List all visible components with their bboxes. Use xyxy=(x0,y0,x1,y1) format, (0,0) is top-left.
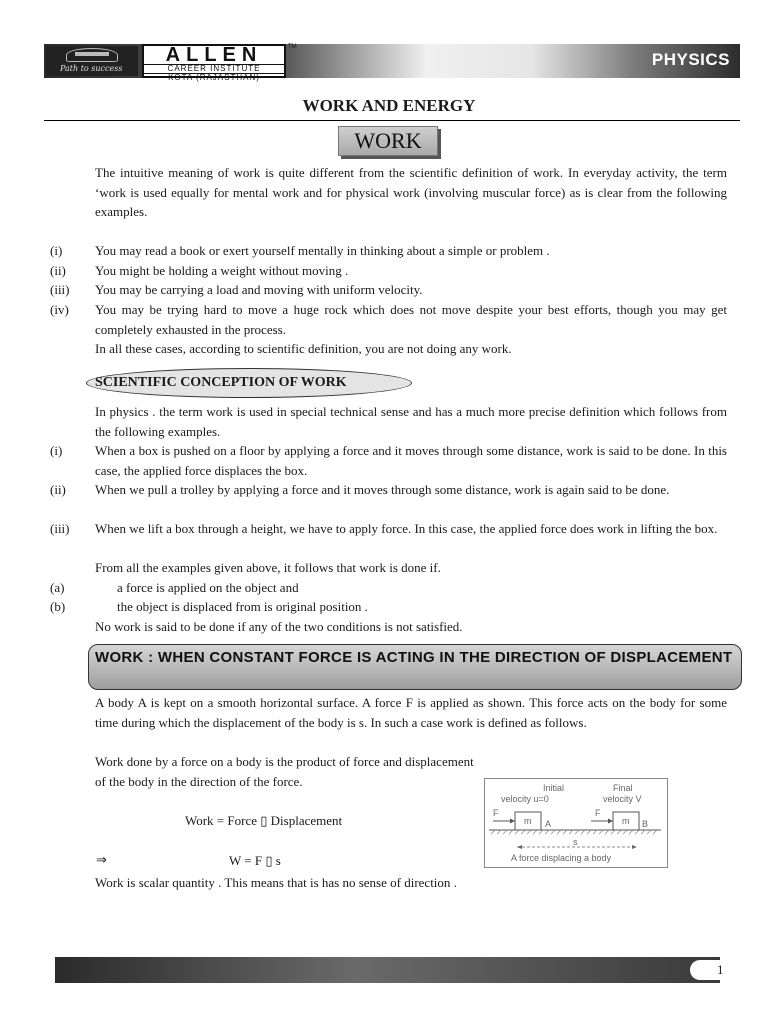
logo-brand: ALLEN xyxy=(165,44,263,66)
sci-intro: In physics . the term work is used in special technical sense and has a much more precise definition which follows from the following examples. xyxy=(95,404,727,439)
allen-logo xyxy=(142,44,286,82)
condition-text: the object is displaced from is original position . xyxy=(117,599,368,614)
implies-symbol: ⇒ xyxy=(96,853,107,868)
sci-example-text: When we pull a trolley by applying a force and it moves through some distance, work is again said to be done. xyxy=(95,482,670,497)
arrowhead-icon xyxy=(608,819,613,824)
example-marker: (iii) xyxy=(50,282,70,297)
example-text: You may read a book or exert yourself mentally in thinking about a simple or problem . xyxy=(95,243,550,258)
trademark-mark: TM xyxy=(288,44,297,50)
label-point-b: B xyxy=(642,819,649,829)
label-force-b: F xyxy=(595,808,601,818)
scalar-note: Work is scalar quantity . This means that is has no sense of direction . xyxy=(95,875,457,890)
institute-emblem xyxy=(46,46,138,76)
section-heading-constant-force: WORK : WHEN CONSTANT FORCE IS ACTING IN THE DIRECTION OF DISPLACEMENT xyxy=(88,644,742,690)
work-definition-paragraph xyxy=(95,752,475,791)
example-marker: (ii) xyxy=(50,263,66,278)
examples-conclusion: In all these cases, according to scientific definition, you are not doing any work. xyxy=(95,341,512,356)
arrowhead-icon xyxy=(510,819,515,824)
label-mass-b: m xyxy=(622,816,630,826)
work-definition-text: Work done by a force on a body is the product of force and displacement of the body in the direction of the force. xyxy=(95,754,474,789)
label-initial: Initial xyxy=(543,783,565,793)
label-displacement: s xyxy=(573,837,578,847)
footer-band xyxy=(55,957,720,983)
label-final-velocity: velocity V xyxy=(603,794,642,804)
formula-work-force-displacement: Work = Force ▯ Displacement xyxy=(185,813,343,828)
sci-example-marker: (ii) xyxy=(50,482,66,497)
label-mass-a: m xyxy=(524,816,532,826)
condition-marker: (b) xyxy=(50,599,66,614)
page-number: 1 xyxy=(717,962,724,977)
page-number-pill xyxy=(690,960,740,980)
constant-force-paragraph: A body A is kept on a smooth horizontal surface. A force F is applied as shown. This force acts on the body for some time during which the displacement of the body is s. In such a case work is defined as follows. xyxy=(95,695,727,730)
force-displacement-figure xyxy=(484,778,668,868)
condition-text: a force is applied on the object and xyxy=(117,580,299,595)
section-heading-scientific: SCIENTIFIC CONCEPTION OF WORK xyxy=(86,368,412,398)
sci-example-text: When we lift a box through a height, we have to apply force. In this case, the applied force does work in lifting the box. xyxy=(95,521,718,536)
ground-hatching xyxy=(491,830,657,834)
emblem-tagline: Path to success xyxy=(60,64,123,73)
arrowhead-icon xyxy=(517,845,522,849)
sci-example-marker: (iii) xyxy=(50,521,70,536)
label-force-a: F xyxy=(493,808,499,818)
label-initial-velocity: velocity u=0 xyxy=(501,794,549,804)
arrowhead-icon xyxy=(632,845,637,849)
condition-marker: (a) xyxy=(50,580,65,595)
intro-paragraph: The intuitive meaning of work is quite different from the scientific definition of work. In everyday activity, the term ‘work is used equally for mental work and for physical work (involving muscular force) as is clear from the following examples. xyxy=(95,165,727,219)
logo-location: KOTA (RAJASTHAN) xyxy=(168,73,260,82)
title-divider xyxy=(44,120,740,121)
label-final: Final xyxy=(613,783,633,793)
logo-institute: CAREER INSTITUTE xyxy=(144,64,284,74)
subject-label: PHYSICS xyxy=(651,50,730,69)
figure-caption: A force displacing a body xyxy=(511,853,612,863)
conditions-intro: From all the examples given above, it follows that work is done if. xyxy=(95,560,441,575)
conditions-note: No work is said to be done if any of the two conditions is not satisfied. xyxy=(95,619,463,634)
page-title: WORK AND ENERGY xyxy=(302,96,476,115)
label-point-a: A xyxy=(545,819,552,829)
section-heading-work: WORK xyxy=(338,126,438,156)
graduation-cap-icon xyxy=(66,48,118,62)
formula-w-f-s: W = F ▯ s xyxy=(229,853,281,868)
example-text: You may be carrying a load and moving with uniform velocity. xyxy=(95,282,423,297)
sci-example-marker: (i) xyxy=(50,443,63,458)
example-text: You may be trying hard to move a huge rock which does not move despite your best efforts, though you may get completely exhausted in the process. xyxy=(95,302,727,337)
sci-example-text: When a box is pushed on a floor by applying a force and it moves through some distance, work is said to be done. In this case, the applied force displaces the box. xyxy=(95,443,727,478)
example-marker: (i) xyxy=(50,243,63,258)
example-text: You might be holding a weight without moving . xyxy=(95,263,349,278)
example-marker: (iv) xyxy=(50,302,69,317)
